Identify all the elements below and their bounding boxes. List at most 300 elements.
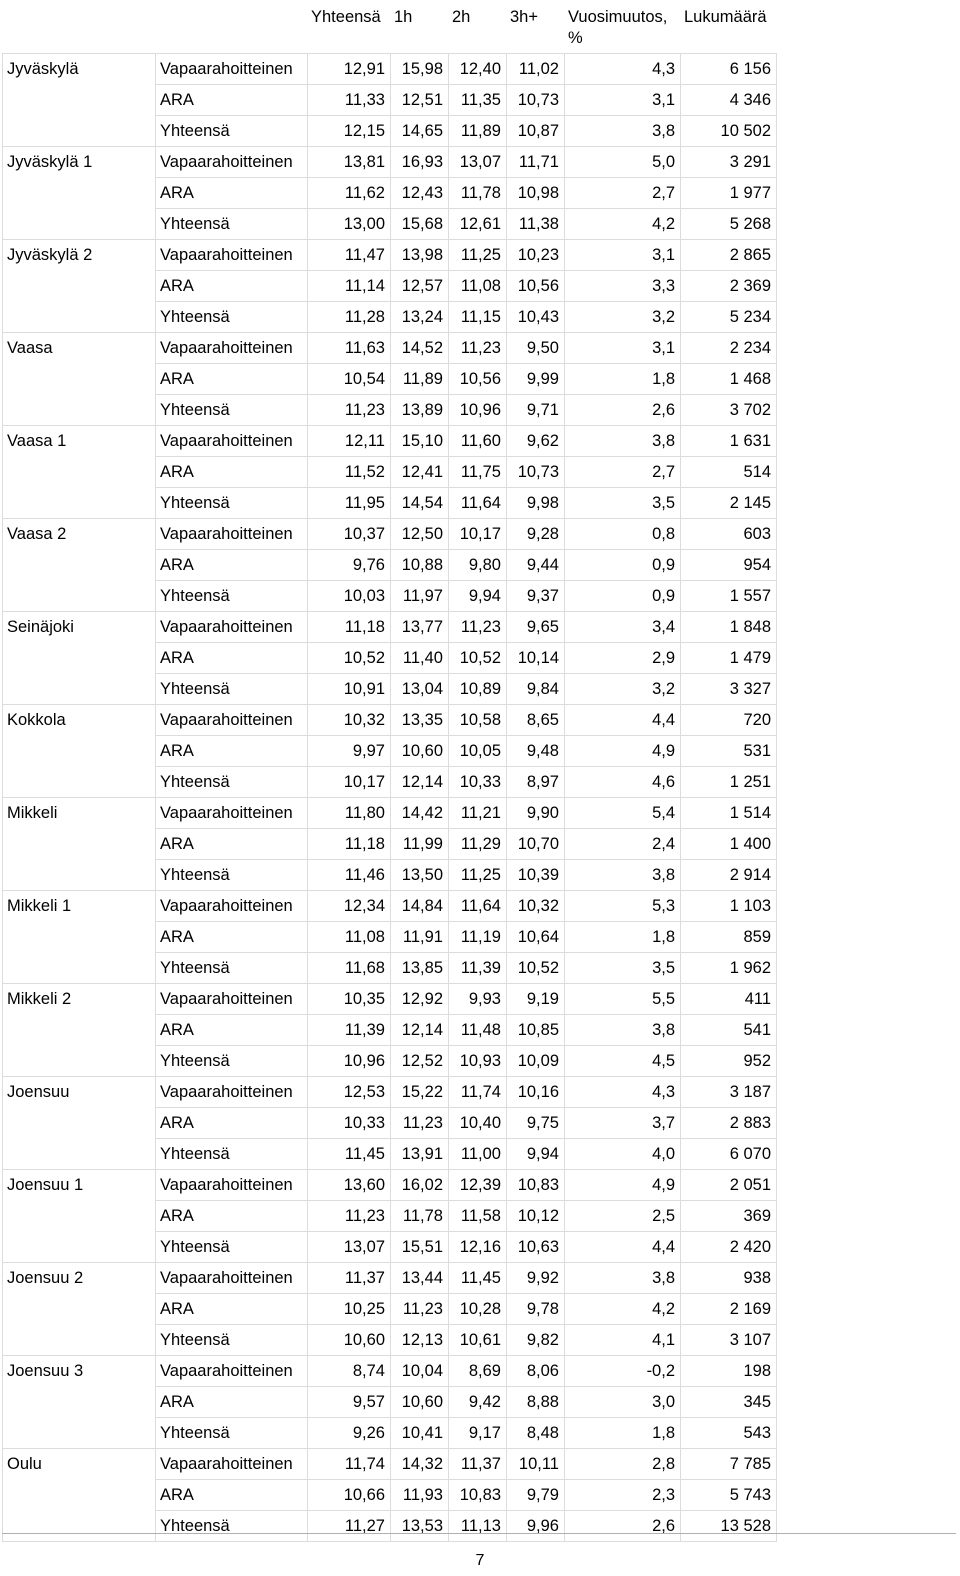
cell-total: 10,91 — [308, 674, 391, 705]
cell-region: Joensuu 1 — [3, 1170, 156, 1201]
cell-annual-change: 4,2 — [565, 209, 681, 240]
rent-table — [2, 53, 777, 1542]
cell-1h: 11,91 — [391, 922, 449, 953]
cell-annual-change: 4,5 — [565, 1046, 681, 1077]
cell-count: 6 156 — [681, 54, 777, 85]
cell-total: 11,46 — [308, 860, 391, 891]
cell-1h: 12,51 — [391, 85, 449, 116]
cell-2h: 10,56 — [449, 364, 507, 395]
cell-1h: 12,13 — [391, 1325, 449, 1356]
cell-category: Yhteensä — [156, 1418, 308, 1449]
cell-count: 1 400 — [681, 829, 777, 860]
cell-3h-plus: 8,88 — [507, 1387, 565, 1418]
table-row — [3, 891, 777, 922]
header-2h: 2h — [448, 3, 506, 53]
cell-2h: 11,64 — [449, 891, 507, 922]
table-row — [3, 829, 777, 860]
footer-divider — [2, 1533, 956, 1534]
table-row — [3, 550, 777, 581]
cell-2h: 10,61 — [449, 1325, 507, 1356]
cell-3h-plus: 8,06 — [507, 1356, 565, 1387]
cell-annual-change: 3,2 — [565, 674, 681, 705]
cell-annual-change: 3,5 — [565, 953, 681, 984]
cell-total: 12,91 — [308, 54, 391, 85]
header-annual-change: Vuosimuutos, % — [564, 3, 680, 53]
cell-total: 10,33 — [308, 1108, 391, 1139]
cell-category: Vapaarahoitteinen — [156, 705, 308, 736]
cell-count: 10 502 — [681, 116, 777, 147]
cell-2h: 9,93 — [449, 984, 507, 1015]
cell-region — [3, 1480, 156, 1511]
cell-3h-plus: 11,38 — [507, 209, 565, 240]
cell-total: 9,76 — [308, 550, 391, 581]
cell-3h-plus: 9,98 — [507, 488, 565, 519]
cell-total: 11,74 — [308, 1449, 391, 1480]
cell-3h-plus: 10,09 — [507, 1046, 565, 1077]
cell-region — [3, 271, 156, 302]
table-row — [3, 1511, 777, 1542]
cell-1h: 10,60 — [391, 1387, 449, 1418]
table-row — [3, 1480, 777, 1511]
cell-category: Yhteensä — [156, 209, 308, 240]
cell-total: 11,18 — [308, 612, 391, 643]
cell-3h-plus: 9,62 — [507, 426, 565, 457]
cell-region: Joensuu 3 — [3, 1356, 156, 1387]
cell-3h-plus: 9,99 — [507, 364, 565, 395]
cell-1h: 12,52 — [391, 1046, 449, 1077]
cell-2h: 11,58 — [449, 1201, 507, 1232]
cell-category: Yhteensä — [156, 116, 308, 147]
cell-category: Yhteensä — [156, 674, 308, 705]
cell-3h-plus: 11,02 — [507, 54, 565, 85]
cell-annual-change: 4,6 — [565, 767, 681, 798]
cell-annual-change: 3,3 — [565, 271, 681, 302]
cell-2h: 11,37 — [449, 1449, 507, 1480]
cell-total: 13,81 — [308, 147, 391, 178]
cell-annual-change: 3,1 — [565, 240, 681, 271]
cell-3h-plus: 10,56 — [507, 271, 565, 302]
cell-region — [3, 1294, 156, 1325]
cell-2h: 11,21 — [449, 798, 507, 829]
cell-annual-change: 1,8 — [565, 922, 681, 953]
cell-2h: 10,89 — [449, 674, 507, 705]
cell-region — [3, 209, 156, 240]
cell-3h-plus: 9,50 — [507, 333, 565, 364]
cell-3h-plus: 9,96 — [507, 1511, 565, 1542]
table-row — [3, 302, 777, 333]
cell-total: 9,57 — [308, 1387, 391, 1418]
cell-3h-plus: 9,19 — [507, 984, 565, 1015]
cell-count: 1 468 — [681, 364, 777, 395]
cell-region — [3, 1418, 156, 1449]
cell-3h-plus: 9,79 — [507, 1480, 565, 1511]
cell-count: 4 346 — [681, 85, 777, 116]
cell-category: Yhteensä — [156, 1046, 308, 1077]
table-row — [3, 705, 777, 736]
cell-3h-plus: 9,44 — [507, 550, 565, 581]
cell-2h: 12,40 — [449, 54, 507, 85]
cell-2h: 13,07 — [449, 147, 507, 178]
cell-count: 954 — [681, 550, 777, 581]
cell-region — [3, 488, 156, 519]
cell-category: Vapaarahoitteinen — [156, 798, 308, 829]
cell-category: ARA — [156, 736, 308, 767]
cell-1h: 15,10 — [391, 426, 449, 457]
cell-annual-change: 5,3 — [565, 891, 681, 922]
cell-1h: 13,91 — [391, 1139, 449, 1170]
cell-total: 10,03 — [308, 581, 391, 612]
cell-total: 11,52 — [308, 457, 391, 488]
table-row — [3, 426, 777, 457]
cell-total: 10,37 — [308, 519, 391, 550]
cell-count: 3 187 — [681, 1077, 777, 1108]
cell-count: 2 169 — [681, 1294, 777, 1325]
cell-1h: 14,42 — [391, 798, 449, 829]
table-row — [3, 1046, 777, 1077]
cell-category: Yhteensä — [156, 1232, 308, 1263]
cell-2h: 11,19 — [449, 922, 507, 953]
cell-category: Vapaarahoitteinen — [156, 426, 308, 457]
cell-1h: 13,50 — [391, 860, 449, 891]
cell-total: 11,68 — [308, 953, 391, 984]
table-row — [3, 643, 777, 674]
table-row — [3, 240, 777, 271]
cell-region: Oulu — [3, 1449, 156, 1480]
cell-region — [3, 178, 156, 209]
cell-region: Kokkola — [3, 705, 156, 736]
table-row — [3, 674, 777, 705]
cell-region — [3, 302, 156, 333]
cell-category: Yhteensä — [156, 1511, 308, 1542]
cell-count: 1 631 — [681, 426, 777, 457]
cell-category: ARA — [156, 1480, 308, 1511]
cell-3h-plus: 10,16 — [507, 1077, 565, 1108]
cell-1h: 12,92 — [391, 984, 449, 1015]
cell-count: 541 — [681, 1015, 777, 1046]
cell-category: Vapaarahoitteinen — [156, 1263, 308, 1294]
table-row — [3, 1077, 777, 1108]
cell-region — [3, 860, 156, 891]
cell-total: 11,23 — [308, 1201, 391, 1232]
cell-2h: 11,13 — [449, 1511, 507, 1542]
cell-3h-plus: 10,23 — [507, 240, 565, 271]
cell-count: 2 883 — [681, 1108, 777, 1139]
cell-3h-plus: 9,94 — [507, 1139, 565, 1170]
cell-1h: 11,97 — [391, 581, 449, 612]
cell-2h: 12,16 — [449, 1232, 507, 1263]
table-row — [3, 178, 777, 209]
cell-2h: 11,23 — [449, 333, 507, 364]
cell-category: ARA — [156, 178, 308, 209]
table-row — [3, 116, 777, 147]
page-number: 7 — [475, 1552, 485, 1569]
cell-category: ARA — [156, 550, 308, 581]
cell-region: Seinäjoki — [3, 612, 156, 643]
cell-category: ARA — [156, 364, 308, 395]
cell-1h: 14,54 — [391, 488, 449, 519]
cell-total: 11,63 — [308, 333, 391, 364]
cell-2h: 11,60 — [449, 426, 507, 457]
cell-annual-change: 1,8 — [565, 364, 681, 395]
cell-total: 13,00 — [308, 209, 391, 240]
cell-1h: 13,77 — [391, 612, 449, 643]
table-row — [3, 1418, 777, 1449]
cell-3h-plus: 10,14 — [507, 643, 565, 674]
table-row — [3, 209, 777, 240]
cell-annual-change: -0,2 — [565, 1356, 681, 1387]
cell-annual-change: 0,9 — [565, 550, 681, 581]
cell-3h-plus: 10,63 — [507, 1232, 565, 1263]
cell-1h: 13,44 — [391, 1263, 449, 1294]
cell-annual-change: 4,3 — [565, 54, 681, 85]
cell-category: Vapaarahoitteinen — [156, 519, 308, 550]
table-row — [3, 395, 777, 426]
cell-1h: 12,57 — [391, 271, 449, 302]
cell-category: Vapaarahoitteinen — [156, 891, 308, 922]
cell-category: Vapaarahoitteinen — [156, 1449, 308, 1480]
cell-total: 13,60 — [308, 1170, 391, 1201]
cell-annual-change: 3,8 — [565, 1015, 681, 1046]
cell-count: 3 327 — [681, 674, 777, 705]
cell-2h: 9,80 — [449, 550, 507, 581]
cell-1h: 10,60 — [391, 736, 449, 767]
cell-annual-change: 3,0 — [565, 1387, 681, 1418]
table-row — [3, 1356, 777, 1387]
cell-2h: 11,25 — [449, 860, 507, 891]
cell-category: Yhteensä — [156, 395, 308, 426]
cell-total: 10,60 — [308, 1325, 391, 1356]
cell-annual-change: 2,5 — [565, 1201, 681, 1232]
cell-category: Yhteensä — [156, 1325, 308, 1356]
cell-category: ARA — [156, 1387, 308, 1418]
cell-1h: 14,52 — [391, 333, 449, 364]
cell-count: 859 — [681, 922, 777, 953]
cell-1h: 12,14 — [391, 767, 449, 798]
cell-1h: 13,89 — [391, 395, 449, 426]
cell-count: 2 051 — [681, 1170, 777, 1201]
table-row — [3, 1170, 777, 1201]
cell-2h: 10,28 — [449, 1294, 507, 1325]
cell-region — [3, 85, 156, 116]
cell-2h: 11,35 — [449, 85, 507, 116]
header-1h: 1h — [390, 3, 448, 53]
cell-count: 1 251 — [681, 767, 777, 798]
cell-2h: 11,48 — [449, 1015, 507, 1046]
cell-count: 1 103 — [681, 891, 777, 922]
cell-count: 2 369 — [681, 271, 777, 302]
cell-count: 345 — [681, 1387, 777, 1418]
table-row — [3, 1449, 777, 1480]
cell-annual-change: 3,8 — [565, 116, 681, 147]
cell-total: 11,62 — [308, 178, 391, 209]
cell-total: 11,80 — [308, 798, 391, 829]
cell-count: 7 785 — [681, 1449, 777, 1480]
cell-count: 411 — [681, 984, 777, 1015]
cell-total: 9,26 — [308, 1418, 391, 1449]
cell-category: Yhteensä — [156, 581, 308, 612]
header-3h-plus: 3h+ — [506, 3, 564, 53]
cell-2h: 8,69 — [449, 1356, 507, 1387]
cell-category: Vapaarahoitteinen — [156, 1077, 308, 1108]
cell-region — [3, 674, 156, 705]
table-row — [3, 581, 777, 612]
cell-1h: 11,93 — [391, 1480, 449, 1511]
cell-total: 10,35 — [308, 984, 391, 1015]
table-row — [3, 860, 777, 891]
cell-1h: 15,68 — [391, 209, 449, 240]
table-row — [3, 612, 777, 643]
cell-count: 603 — [681, 519, 777, 550]
cell-3h-plus: 8,48 — [507, 1418, 565, 1449]
cell-count: 5 743 — [681, 1480, 777, 1511]
cell-3h-plus: 9,82 — [507, 1325, 565, 1356]
cell-count: 5 268 — [681, 209, 777, 240]
cell-region — [3, 643, 156, 674]
cell-1h: 12,41 — [391, 457, 449, 488]
cell-annual-change: 2,9 — [565, 643, 681, 674]
cell-3h-plus: 9,71 — [507, 395, 565, 426]
cell-region: Vaasa 1 — [3, 426, 156, 457]
cell-count: 1 514 — [681, 798, 777, 829]
cell-2h: 11,23 — [449, 612, 507, 643]
cell-2h: 11,75 — [449, 457, 507, 488]
table-row — [3, 922, 777, 953]
cell-1h: 11,99 — [391, 829, 449, 860]
cell-3h-plus: 10,64 — [507, 922, 565, 953]
cell-2h: 12,61 — [449, 209, 507, 240]
cell-2h: 11,39 — [449, 953, 507, 984]
cell-2h: 10,17 — [449, 519, 507, 550]
cell-1h: 15,22 — [391, 1077, 449, 1108]
cell-annual-change: 1,8 — [565, 1418, 681, 1449]
cell-total: 12,34 — [308, 891, 391, 922]
cell-region — [3, 1201, 156, 1232]
cell-region — [3, 829, 156, 860]
cell-total: 11,95 — [308, 488, 391, 519]
cell-count: 720 — [681, 705, 777, 736]
cell-category: ARA — [156, 829, 308, 860]
cell-1h: 13,24 — [391, 302, 449, 333]
cell-count: 2 914 — [681, 860, 777, 891]
cell-1h: 14,84 — [391, 891, 449, 922]
cell-count: 1 848 — [681, 612, 777, 643]
cell-2h: 12,39 — [449, 1170, 507, 1201]
cell-1h: 13,53 — [391, 1511, 449, 1542]
cell-total: 11,45 — [308, 1139, 391, 1170]
cell-3h-plus: 9,28 — [507, 519, 565, 550]
header-total: Yhteensä — [307, 3, 390, 53]
cell-1h: 12,50 — [391, 519, 449, 550]
cell-category: Vapaarahoitteinen — [156, 1356, 308, 1387]
cell-2h: 11,00 — [449, 1139, 507, 1170]
cell-total: 10,66 — [308, 1480, 391, 1511]
cell-region: Jyväskylä 2 — [3, 240, 156, 271]
cell-count: 1 977 — [681, 178, 777, 209]
table-row — [3, 984, 777, 1015]
cell-count: 5 234 — [681, 302, 777, 333]
cell-category: ARA — [156, 922, 308, 953]
cell-annual-change: 3,5 — [565, 488, 681, 519]
cell-region — [3, 1325, 156, 1356]
cell-3h-plus: 9,37 — [507, 581, 565, 612]
cell-total: 12,53 — [308, 1077, 391, 1108]
table-row — [3, 953, 777, 984]
cell-annual-change: 3,1 — [565, 85, 681, 116]
cell-1h: 16,93 — [391, 147, 449, 178]
cell-2h: 11,08 — [449, 271, 507, 302]
cell-count: 3 107 — [681, 1325, 777, 1356]
table-row — [3, 488, 777, 519]
cell-3h-plus: 10,11 — [507, 1449, 565, 1480]
table-row — [3, 147, 777, 178]
cell-annual-change: 4,1 — [565, 1325, 681, 1356]
cell-region — [3, 581, 156, 612]
cell-category: Vapaarahoitteinen — [156, 1170, 308, 1201]
cell-count: 2 420 — [681, 1232, 777, 1263]
cell-region — [3, 736, 156, 767]
cell-1h: 10,04 — [391, 1356, 449, 1387]
cell-2h: 10,05 — [449, 736, 507, 767]
cell-annual-change: 2,7 — [565, 178, 681, 209]
cell-2h: 10,93 — [449, 1046, 507, 1077]
cell-1h: 13,85 — [391, 953, 449, 984]
cell-1h: 15,51 — [391, 1232, 449, 1263]
cell-region — [3, 922, 156, 953]
cell-category: ARA — [156, 1201, 308, 1232]
cell-category: Yhteensä — [156, 953, 308, 984]
cell-3h-plus: 9,65 — [507, 612, 565, 643]
cell-region — [3, 1108, 156, 1139]
cell-1h: 11,78 — [391, 1201, 449, 1232]
cell-category: ARA — [156, 457, 308, 488]
cell-2h: 10,58 — [449, 705, 507, 736]
cell-2h: 11,64 — [449, 488, 507, 519]
cell-total: 11,33 — [308, 85, 391, 116]
cell-annual-change: 3,1 — [565, 333, 681, 364]
table-row — [3, 519, 777, 550]
table-row — [3, 364, 777, 395]
table-row — [3, 1263, 777, 1294]
cell-region: Mikkeli — [3, 798, 156, 829]
cell-region — [3, 953, 156, 984]
cell-annual-change: 4,3 — [565, 1077, 681, 1108]
cell-category: ARA — [156, 271, 308, 302]
cell-region: Jyväskylä 1 — [3, 147, 156, 178]
cell-3h-plus: 9,78 — [507, 1294, 565, 1325]
cell-count: 543 — [681, 1418, 777, 1449]
cell-3h-plus: 9,92 — [507, 1263, 565, 1294]
cell-3h-plus: 10,98 — [507, 178, 565, 209]
table-row — [3, 1108, 777, 1139]
cell-total: 9,97 — [308, 736, 391, 767]
table-row — [3, 767, 777, 798]
cell-annual-change: 2,8 — [565, 1449, 681, 1480]
cell-3h-plus: 10,83 — [507, 1170, 565, 1201]
cell-total: 11,27 — [308, 1511, 391, 1542]
table-row — [3, 54, 777, 85]
table-row — [3, 85, 777, 116]
cell-count: 198 — [681, 1356, 777, 1387]
cell-region — [3, 550, 156, 581]
cell-annual-change: 3,8 — [565, 860, 681, 891]
cell-annual-change: 4,9 — [565, 1170, 681, 1201]
cell-category: Yhteensä — [156, 302, 308, 333]
cell-category: Vapaarahoitteinen — [156, 612, 308, 643]
cell-1h: 10,41 — [391, 1418, 449, 1449]
cell-count: 2 145 — [681, 488, 777, 519]
cell-count: 514 — [681, 457, 777, 488]
cell-1h: 15,98 — [391, 54, 449, 85]
